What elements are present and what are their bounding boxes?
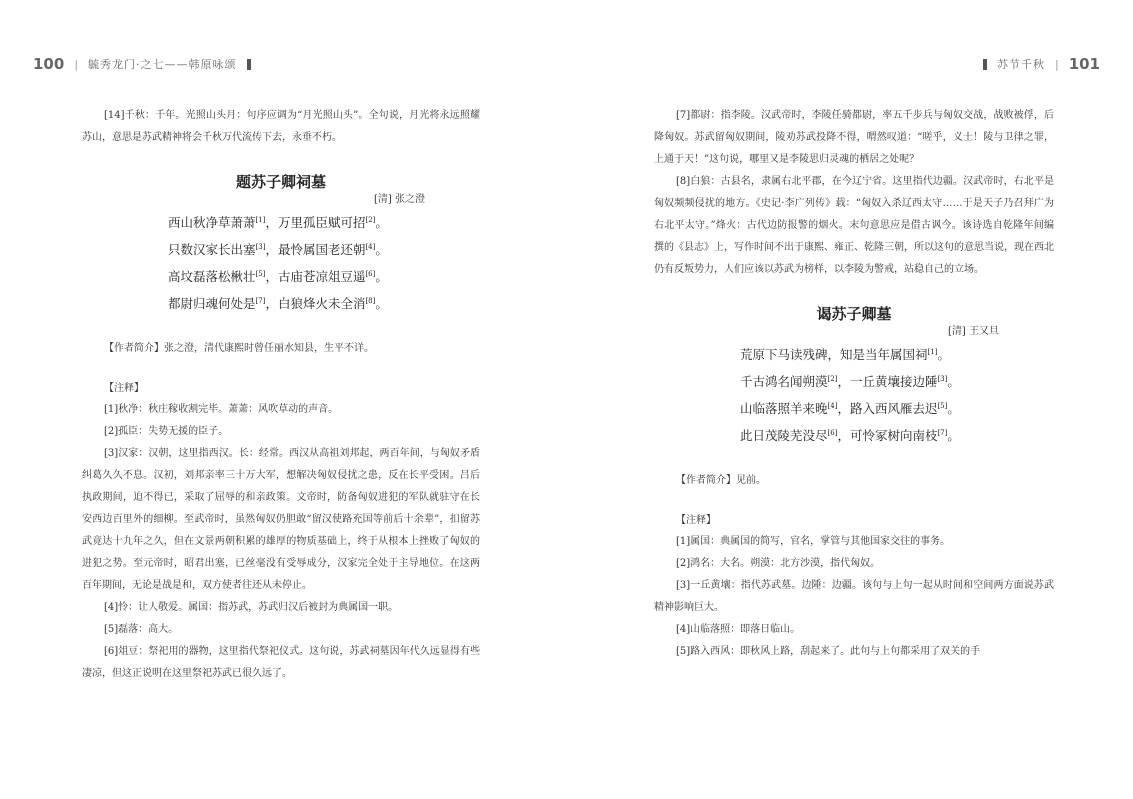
note-item: [1]秋净：秋庄稼收割完毕。萧萧：风吹草动的声音。 xyxy=(104,403,339,415)
verse-line: 都尉归魂何处是[7]，白狼烽火未全消[8]。 xyxy=(168,296,388,312)
right-page-number: 101 xyxy=(1068,55,1100,73)
note-item: [3]汉家：汉朝，这里指西汉。长：经常。西汉从高祖刘邦起，两百年间，与匈奴矛盾纠葛久久不息。汉初，刘邦亲率三十万大军，想解决匈奴侵扰之患，反在长平受困。吕后执政期间，迫不得已，采取了屈辱的和亲政策。文帝时，防备匈奴进犯的军队就驻守在长安西边百里外的细柳。至武帝时，虽然匈奴仍胆敢“留汉使路充国等前后十余辈”，扣留苏武竟达十九年之久，但在文景两朝积累的雄厚的物质基础上，终于从根本上挫败了匈奴的进犯之势。至元帝时，昭君出塞，已丝毫没有受辱成分，汉家完全处于主导地位。在这两百年期间，无论是战是和，双方使者往还从未停止。 xyxy=(82,447,480,591)
header-separator: | xyxy=(74,57,79,71)
right-page-header xyxy=(983,55,1100,73)
left-content xyxy=(82,105,480,685)
notes-heading: 【注释】 xyxy=(104,382,144,394)
verse-line: 西山秋净草萧萧[1]，万里孤臣赋可招[2]。 xyxy=(168,215,388,231)
right-content xyxy=(654,105,1054,663)
author-intro: 【作者简介】张之澄，清代康熙时曾任丽水知县，生平不详。 xyxy=(104,342,374,354)
note-item: [4]山临落照：即落日临山。 xyxy=(676,623,801,635)
top-note: [14]千秋：千年。光照山头月：句序应调为“月光照山头”。全句说，月光将永远照耀苏山，意思是苏武精神将会千秋万代流传下去，永垂不朽。 xyxy=(82,110,480,143)
left-page-header xyxy=(33,55,251,73)
note-item: [2]鸿名：大名。朔漠：北方沙漠，指代匈奴。 xyxy=(676,557,881,569)
note-item: [2]孤臣：失势无援的臣子。 xyxy=(104,425,229,437)
right-book-title: 苏节千秋 xyxy=(996,58,1045,71)
note-item: [5]路入西风：即秋风上路，刮起来了。此句与上句都采用了双关的手 xyxy=(676,645,981,657)
verse-line: 山临落照羊来晚[4]，路入西风雁去迟[5]。 xyxy=(740,401,960,417)
poem-title: 谒苏子卿墓 xyxy=(816,305,892,323)
poem-author: [清] 张之澄 xyxy=(374,194,425,205)
right-page xyxy=(566,0,1133,799)
verse-line: 此日茂陵芜没尽[6]，可怜冢树向南枝[7]。 xyxy=(740,428,960,444)
left-book-title: 毓秀龙门·之七——韩原咏颂 xyxy=(88,58,237,71)
header-marker xyxy=(983,59,987,70)
note-item: [7]都尉：指李陵。汉武帝时，李陵任骑都尉，率五千步兵与匈奴交战，战败被俘，后降匈奴。苏武留匈奴期间，陵劝苏武投降不得，喟然叹道：“嗟乎，义士！陵与卫律之罪，上通于天！”这句说，哪里又是李陵思归灵魂的栖居之处呢？ xyxy=(654,110,1054,165)
verse-line: 高坟磊落松楸壮[5]，古庙苍凉俎豆遥[6]。 xyxy=(168,269,388,285)
verse-line: 千古鸿名闻朔漠[2]，一丘黄壤接边陲[3]。 xyxy=(740,374,960,390)
note-item: [3]一丘黄壤：指代苏武墓。边陲：边疆。该句与上句一起从时间和空间两方面说苏武精神影响巨大。 xyxy=(654,579,1054,613)
verse-line: 只数汉家长出塞[3]，最怜属国老还朝[4]。 xyxy=(168,242,388,258)
left-page-number: 100 xyxy=(33,55,65,73)
note-item: [4]怜：让人敬爱。属国：指苏武，苏武归汉后被封为典属国一职。 xyxy=(104,601,399,613)
left-page xyxy=(0,0,566,799)
poem-author: [清] 王又旦 xyxy=(948,326,999,337)
poem-verses xyxy=(654,340,1054,449)
header-separator: | xyxy=(1054,57,1059,71)
note-item: [5]磊落：高大。 xyxy=(104,623,179,635)
note-item: [6]俎豆：祭祀用的器物，这里指代祭祀仪式。这句说，苏武祠墓因年代久远显得有些凄凉，但这正说明在这里祭祀苏武已很久远了。 xyxy=(82,645,480,679)
note-item: [8]白狼：古县名，隶属右北平郡，在今辽宁省。这里指代边疆。汉武帝时，右北平是匈奴频频侵扰的地方。《史记·李广列传》载：“匈奴入杀辽西太守……于是天子乃召拜广为右北平太守。”烽火：古代边防报警的烟火。末句意思应是借古讽今。该诗选自乾隆年间编撰的《县志》上，写作时间不出于康熙、雍正、乾隆三朝，所以这句的意思当说，现在西北仍有反叛势力，人们应该以苏武为榜样，以李陵为警戒，站稳自己的立场。 xyxy=(654,176,1054,275)
note-item: [1]属国：典属国的简写，官名，掌管与其他国家交往的事务。 xyxy=(676,535,951,547)
poem-title: 题苏子卿祠墓 xyxy=(235,173,326,191)
poem-verses xyxy=(82,208,480,317)
header-marker xyxy=(247,59,251,70)
verse-line: 荒原下马读残碑，知是当年属国祠[1]。 xyxy=(740,347,950,363)
author-intro: 【作者简介】见前。 xyxy=(676,474,766,486)
notes-heading: 【注释】 xyxy=(676,514,716,526)
